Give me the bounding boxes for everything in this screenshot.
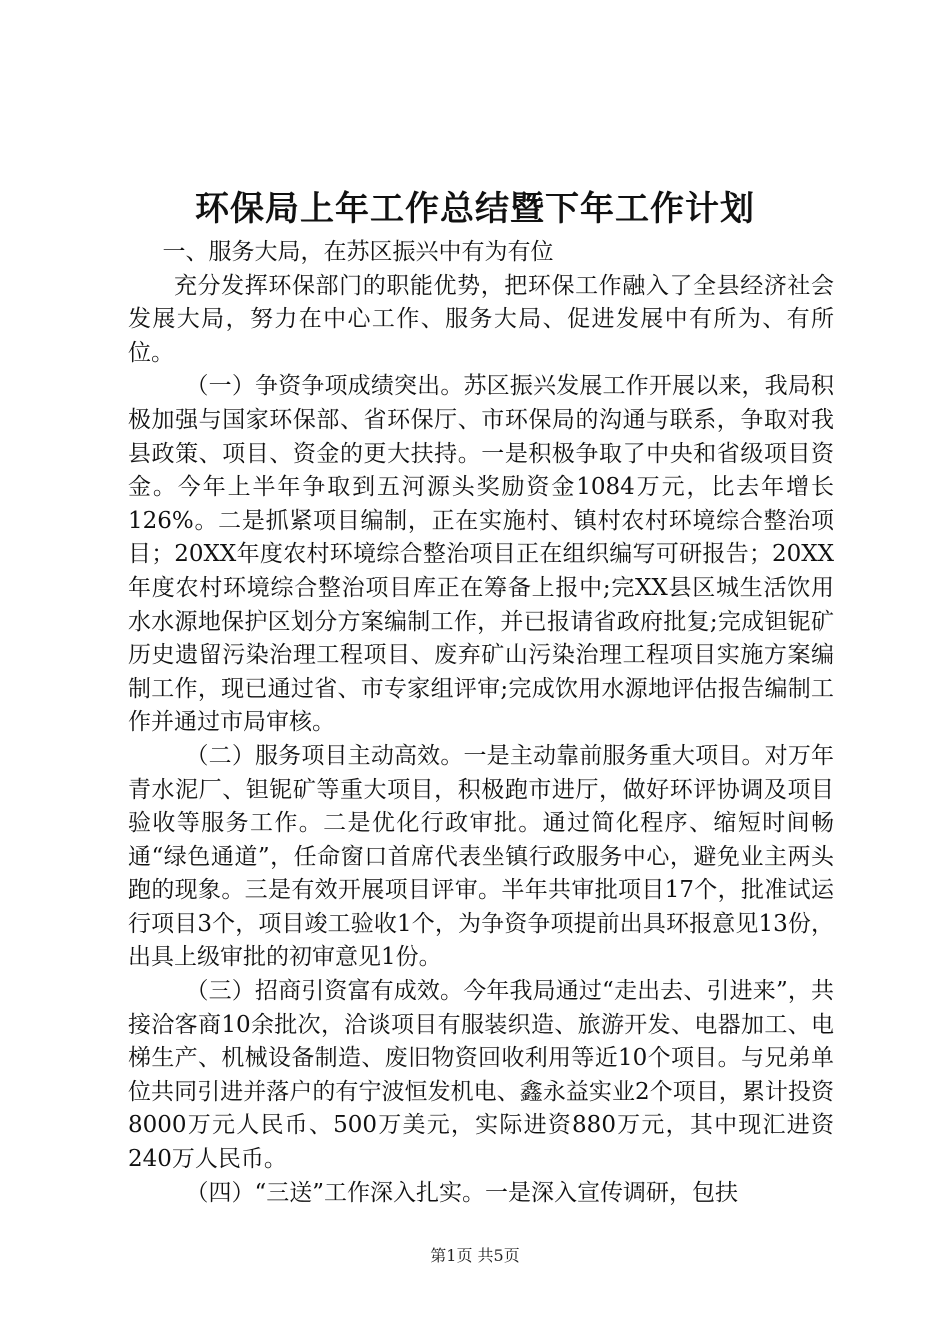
section-heading: 一、服务大局，在苏区振兴中有为有位 [162,239,554,265]
paragraph: （四）“三送”工作深入扎实。一是深入宣传调研，包扶 [185,1179,739,1206]
document-title: 环保局上年工作总结暨下年工作计划 [195,189,755,229]
paragraph: 充分发挥环保部门的职能优势，把环保工作融入了全县经济社会发展大局，努力在中心工作、服务大局、促进发展中有所为、有所位。 [128,272,834,366]
paragraph: （三）招商引资富有成效。今年我局通过“走出去、引进来”，共接洽客商10余批次，洽谈项目有服装织造、旅游开发、电器加工、电梯生产、机械设备制造、废旧物资回收利用等近10个项目。与兄弟单位共同引进并落户的有宁波恒发机电、鑫永益实业2个项目，累计投资8000万元人民币、500万美元，实际进资880万元，其中现汇进资240万人民币。 [128,978,834,1173]
paragraph: （二）服务项目主动高效。一是主动靠前服务重大项目。对万年青水泥厂、钽铌矿等重大项目，积极跑市进厅，做好环评协调及项目验收等服务工作。二是优化行政审批。通过简化程序、缩短时间畅通“绿色通道”，任命窗口首席代表坐镇行政服务中心，避免业主两头跑的现象。三是有效开展项目评审。半年共审批项目17个，批准试运行项目3个，项目竣工验收1个，为争资争项提前出具环报意见13份，出具上级审批的初审意见1份。 [128,742,834,971]
document-body [128,236,834,1210]
page-number: 第1页 共5页 [430,1246,520,1265]
paragraph: （一）争资争项成绩突出。苏区振兴发展工作开展以来，我局积极加强与国家环保部、省环保厅、市环保局的沟通与联系，争取对我县政策、项目、资金的更大扶持。一是积极争取了中央和省级项目资金。今年上半年争取到五河源头奖励资金1084万元，比去年增长126%。二是抓紧项目编制，正在实施村、镇村农村环境综合整治项目；20XX年度农村环境综合整治项目正在组织编写可研报告；20XX年度农村环境综合整治项目库正在筹备上报中;完XX县区城生活饮用水水源地保护区划分方案编制工作，并已报请省政府批复;完成钽铌矿历史遗留污染治理工程项目、废弃矿山污染治理工程项目实施方案编制工作，现已通过省、市专家组评审;完成饮用水源地评估报告编制工作并通过市局审核。 [128,373,834,736]
